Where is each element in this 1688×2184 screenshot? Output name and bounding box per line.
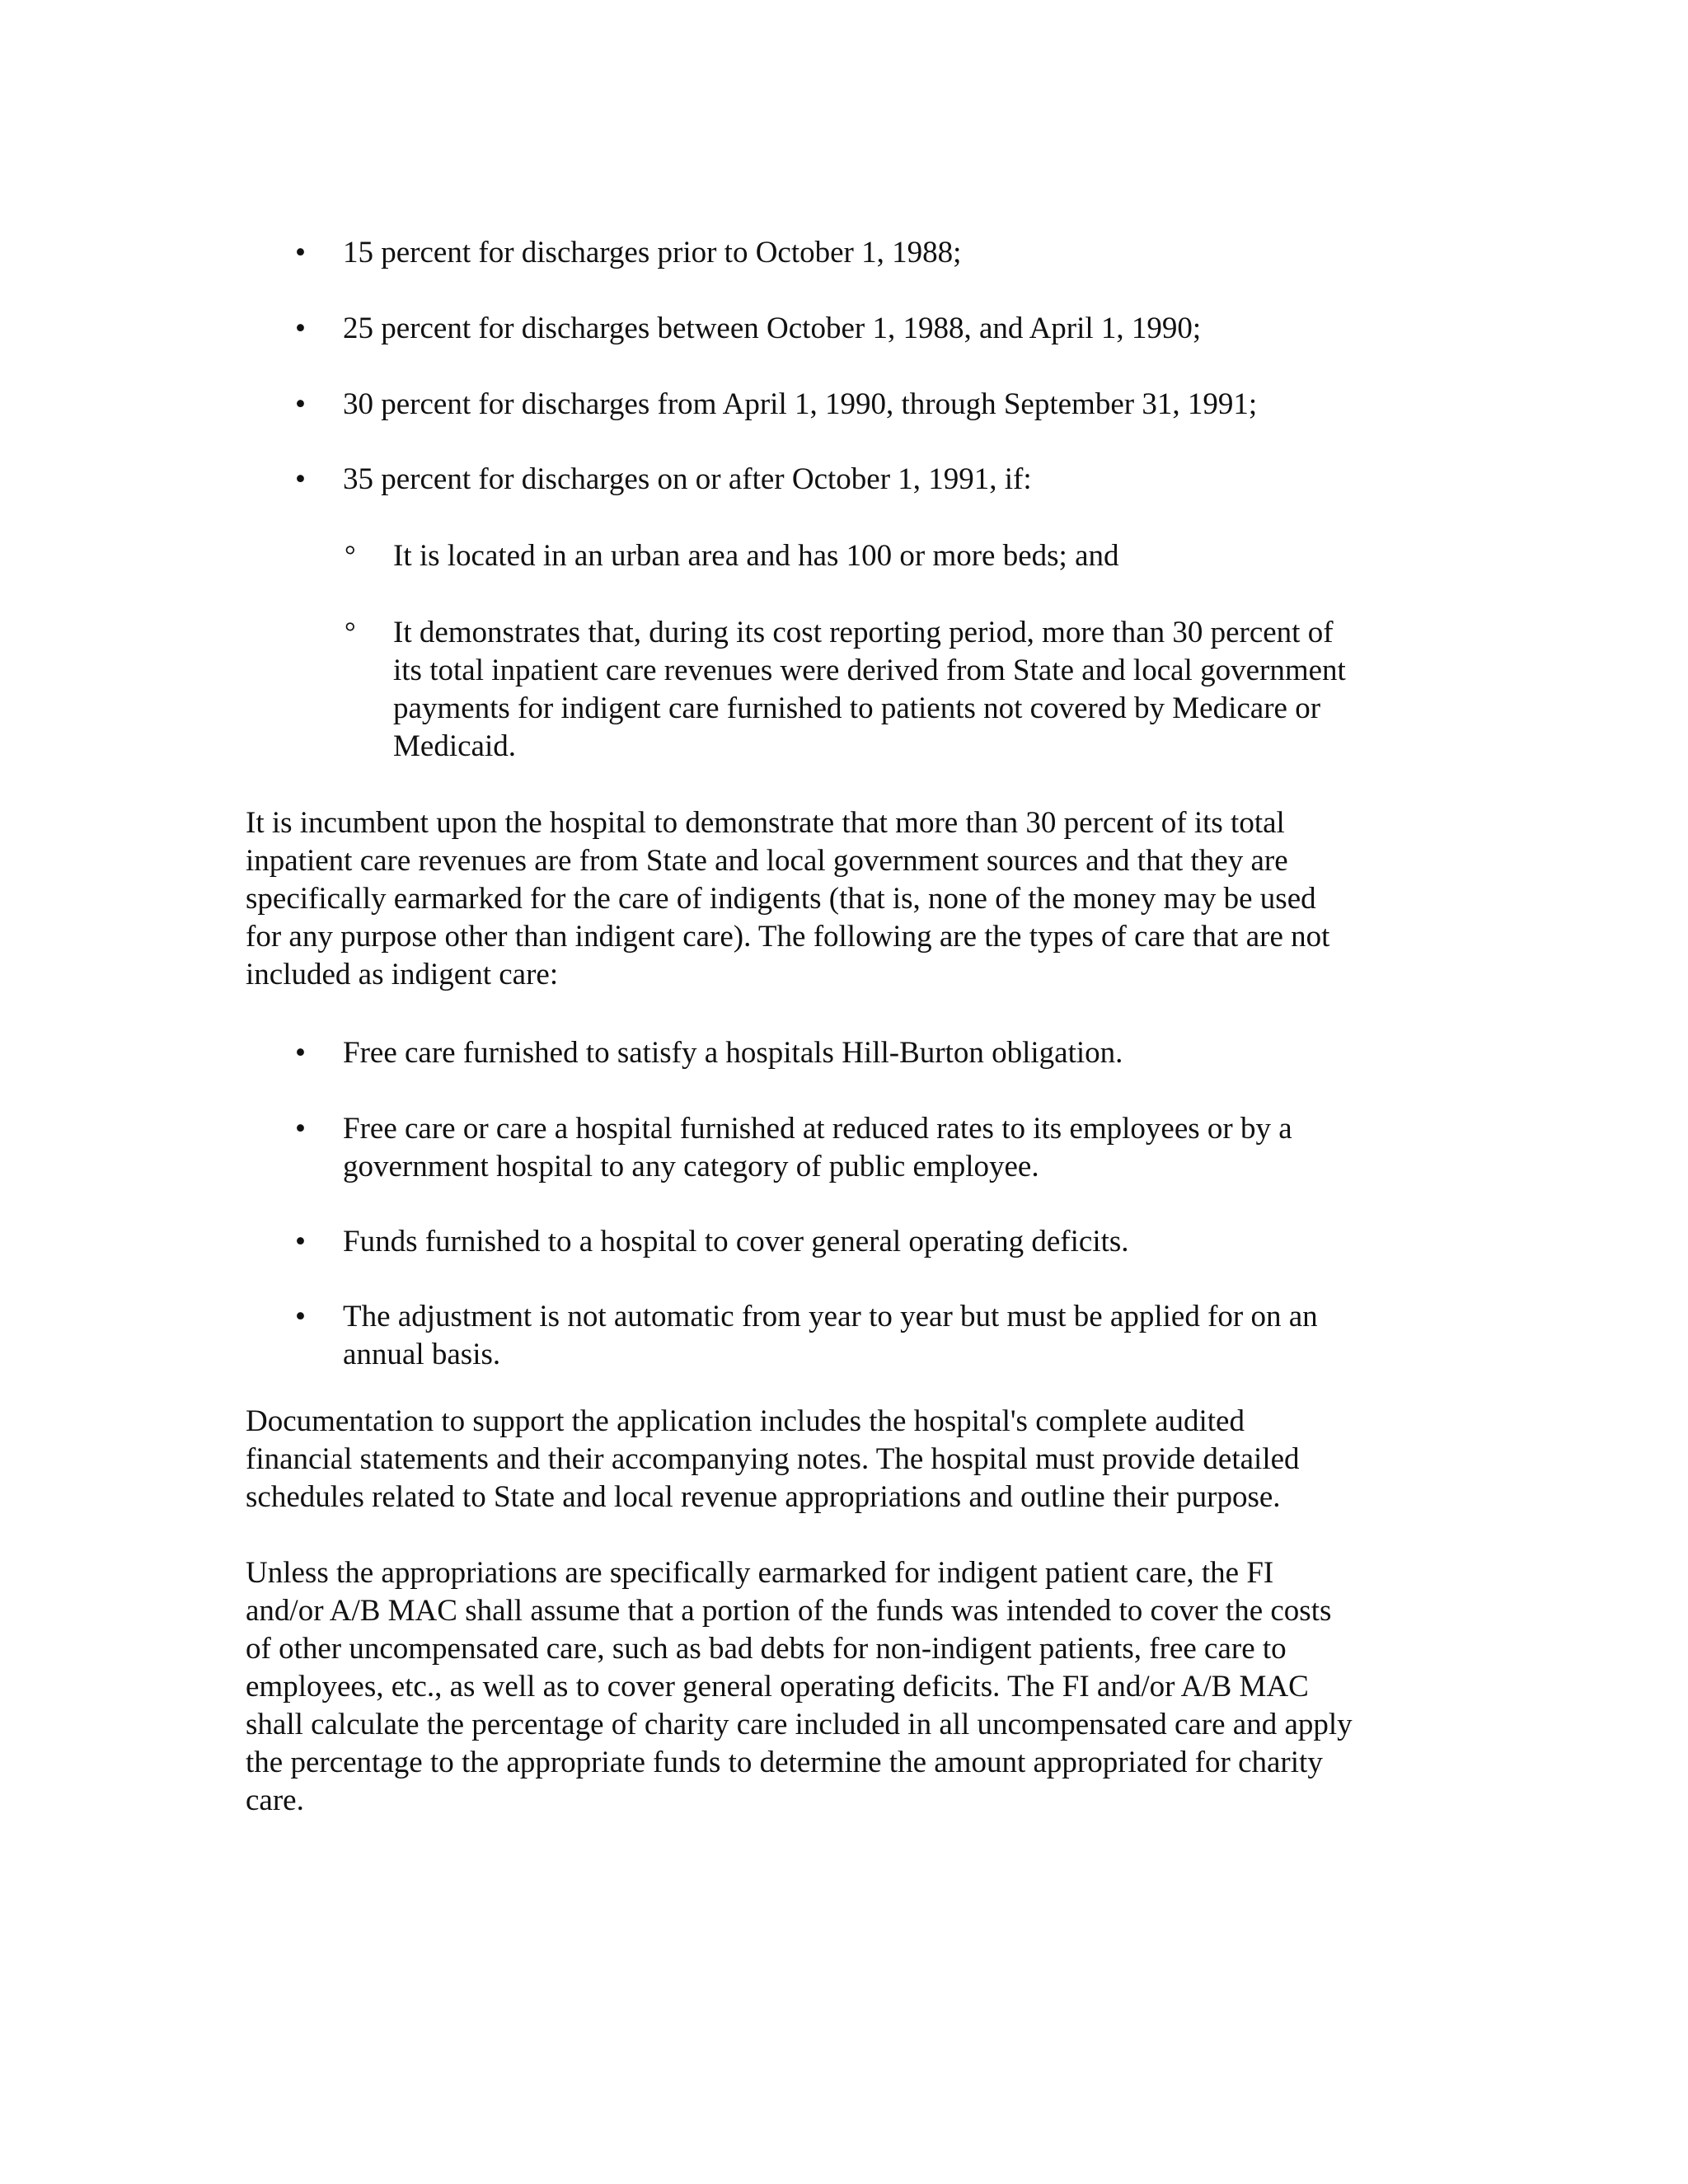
paragraph-line: and/or A/B MAC shall assume that a portion of the funds was intended to cover the costs bbox=[246, 1594, 1332, 1628]
paragraph-documentation bbox=[246, 1403, 1457, 1516]
sub-list-item-text: It is located in an urban area and has 100 or more beds; and bbox=[393, 539, 1119, 573]
list-item-text: 30 percent for discharges from April 1, 1990, through September 31, 1991; bbox=[343, 387, 1258, 421]
sub-list-item-text: payments for indigent care furnished to patients not covered by Medicare or bbox=[393, 691, 1321, 725]
bullet-icon: • bbox=[295, 312, 306, 345]
paragraph-line: the percentage to the appropriate funds to determine the amount appropriated for charity bbox=[246, 1746, 1323, 1779]
list-item-text: 25 percent for discharges between October 1, 1988, and April 1, 1990; bbox=[343, 312, 1202, 345]
paragraph-line: Documentation to support the application includes the hospital's complete audited bbox=[246, 1404, 1245, 1438]
paragraph-line: financial statements and their accompanying notes. The hospital must provide detailed bbox=[246, 1442, 1300, 1476]
sub-list-item-text: its total inpatient care revenues were derived from State and local government bbox=[393, 654, 1346, 687]
bullet-icon: • bbox=[295, 462, 306, 496]
bullet-icon: • bbox=[295, 1036, 306, 1070]
paragraph-line: shall calculate the percentage of charity care included in all uncompensated care and apply bbox=[246, 1708, 1353, 1741]
bullet-icon: • bbox=[295, 1300, 306, 1333]
paragraph-line: It is incumbent upon the hospital to demonstrate that more than 30 percent of its total bbox=[246, 806, 1285, 840]
paragraph-line: Unless the appropriations are specifically earmarked for indigent patient care, the FI bbox=[246, 1556, 1274, 1590]
paragraph-indigent-care bbox=[246, 804, 1457, 994]
bullet-icon: • bbox=[295, 236, 306, 269]
paragraph-line: care. bbox=[246, 1783, 304, 1817]
paragraph-line: employees, etc., as well as to cover general operating deficits. The FI and/or A/B MAC bbox=[246, 1670, 1309, 1704]
bullet-icon: • bbox=[295, 387, 306, 421]
sub-list-item-text: It demonstrates that, during its cost reporting period, more than 30 percent of bbox=[393, 616, 1334, 649]
degree-marker-icon: ° bbox=[345, 541, 356, 571]
paragraph-line: schedules related to State and local revenue appropriations and outline their purpose. bbox=[246, 1480, 1281, 1514]
degree-marker-icon: ° bbox=[345, 617, 356, 648]
list-item-text: Funds furnished to a hospital to cover general operating deficits. bbox=[343, 1225, 1129, 1258]
paragraph-appropriations bbox=[246, 1554, 1457, 1820]
list-item-text: The adjustment is not automatic from year to year but must be applied for on an bbox=[343, 1300, 1318, 1333]
list-item-text: government hospital to any category of public employee. bbox=[343, 1150, 1039, 1183]
paragraph-line: specifically earmarked for the care of indigents (that is, none of the money may be used bbox=[246, 882, 1316, 916]
sub-list-item-text: Medicaid. bbox=[393, 729, 516, 763]
paragraph-line: inpatient care revenues are from State and local government sources and that they are bbox=[246, 844, 1288, 878]
list-item-text: Free care furnished to satisfy a hospitals Hill-Burton obligation. bbox=[343, 1036, 1123, 1070]
list-item-text: Free care or care a hospital furnished at reduced rates to its employees or by a bbox=[343, 1112, 1292, 1146]
paragraph-line: of other uncompensated care, such as bad debts for non-indigent patients, free care to bbox=[246, 1632, 1287, 1666]
paragraph-line: for any purpose other than indigent care). The following are the types of care that are not bbox=[246, 920, 1330, 954]
list-item-text: 15 percent for discharges prior to October 1, 1988; bbox=[343, 236, 962, 269]
paragraph-line: included as indigent care: bbox=[246, 958, 559, 991]
bullet-icon: • bbox=[295, 1225, 306, 1258]
bullet-icon: • bbox=[295, 1112, 306, 1146]
list-item-text: 35 percent for discharges on or after October 1, 1991, if: bbox=[343, 462, 1032, 496]
list-item-text: annual basis. bbox=[343, 1338, 501, 1371]
